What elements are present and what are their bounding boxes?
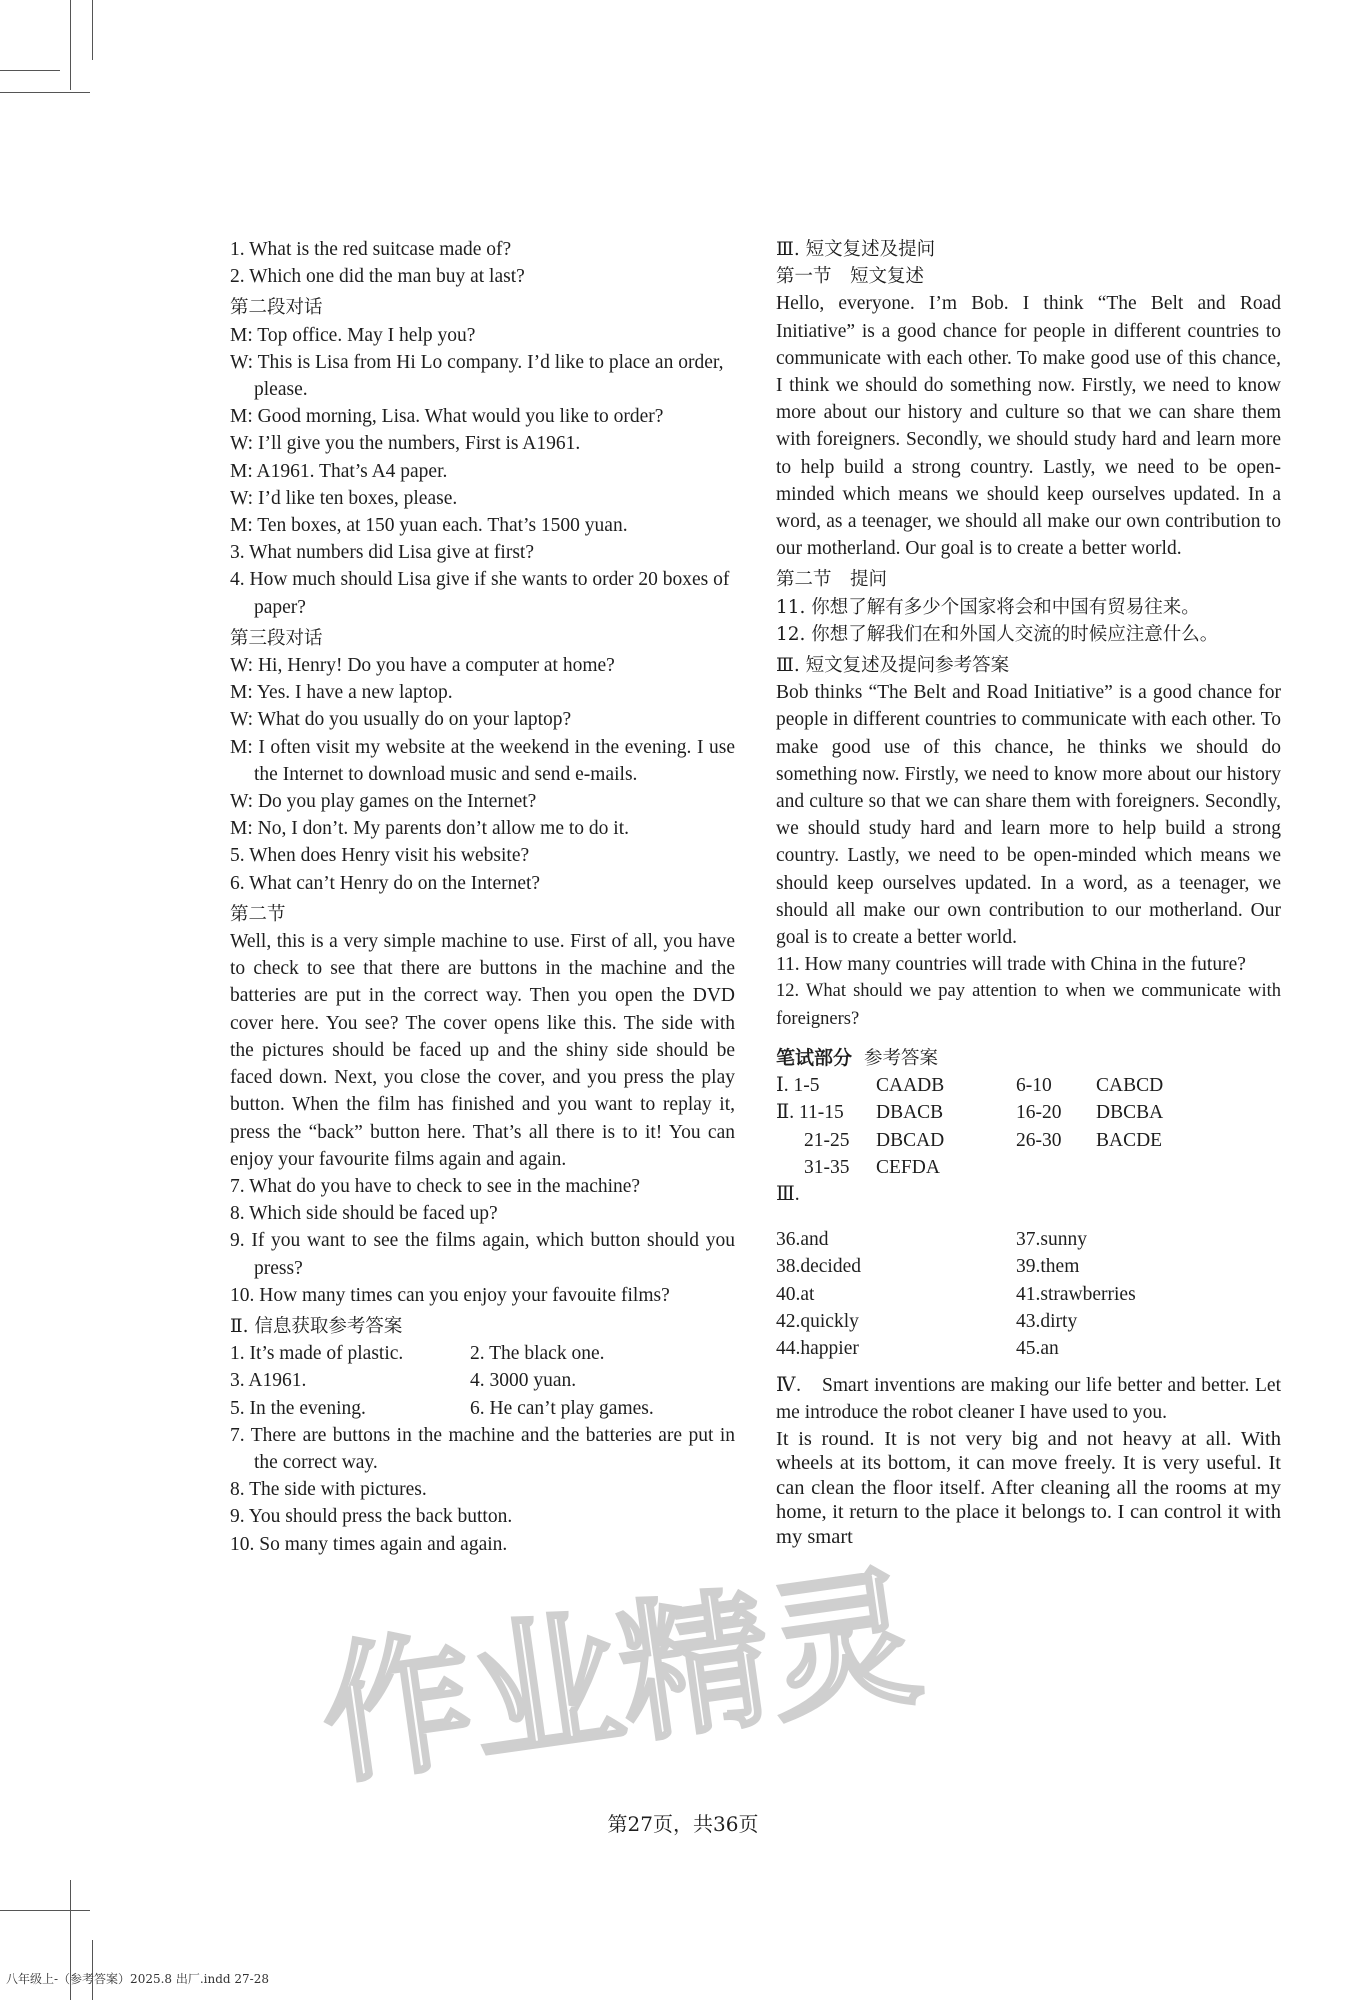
answer-item: 7. There are buttons in the machine and the batteries are put in the correct way. <box>230 1424 735 1473</box>
answer-item: 5. In the evening. <box>230 1397 366 1419</box>
fill-in-answers <box>776 1226 1281 1362</box>
crop-mark-top-horizontal-2 <box>0 92 90 93</box>
mc-answers: BACDE <box>1096 1129 1163 1151</box>
question-line: 6. What can’t Henry do on the Internet? <box>230 872 541 894</box>
mc-range: 16-20 <box>1016 1102 1062 1124</box>
mc-answers <box>1096 1154 1246 1181</box>
dialog-line: M: Yes. I have a new laptop. <box>230 682 453 704</box>
dialog2-title: 第二段对话 <box>230 297 323 319</box>
question-line: 11. How many countries will trade with China in the future? <box>776 954 1246 976</box>
fill-answer: 39.them <box>1016 1256 1080 1278</box>
question-line: 8. Which side should be faced up? <box>230 1203 498 1225</box>
mc-row <box>776 1154 1281 1181</box>
mc-answers: DBACB <box>876 1102 944 1124</box>
watermark-logo <box>311 1550 931 1807</box>
part4-paragraph1: Ⅳ. Smart inventions are making our life better and better. Let me introduce the robot cleaner I have used to you. <box>776 1375 1281 1424</box>
mc-answers: DBCBA <box>1096 1102 1164 1124</box>
answer-item: 4. 3000 yuan. <box>470 1370 577 1392</box>
question-line: 12. What should we pay attention to when we communicate with foreigners? <box>776 981 1281 1029</box>
part2-title: Ⅱ. 信息获取参考答案 <box>230 1315 403 1337</box>
mc-range: 26-30 <box>1016 1129 1062 1151</box>
answer-item: 10. So many times again and again. <box>230 1533 508 1555</box>
watermark-text: 作业精灵 <box>311 1550 931 1807</box>
question-line: 5. When does Henry visit his website? <box>230 845 530 867</box>
fill-answer: 44.happier <box>776 1337 859 1359</box>
written-section-heading <box>776 1045 1281 1072</box>
mc-row <box>776 1127 1281 1154</box>
mc-range: Ⅰ. 1-5 <box>776 1075 820 1097</box>
dialog-line: M: Good morning, Lisa. What would you like to order? <box>230 406 664 428</box>
fill-answer: 38.decided <box>776 1256 862 1278</box>
multiple-choice-answers <box>776 1072 1281 1181</box>
mc-answers: DBCAD <box>876 1129 945 1151</box>
part4-paragraph2: It is round. It is not very big and not heavy at all. With wheels at its bottom, it can move freely. It is very useful. It can clean the floor itself. After cleaning all the rooms at my home, it return to the place it belongs to. I can control it with my smart <box>776 1427 1281 1548</box>
section2-questions <box>230 1173 735 1309</box>
dialog3-lines <box>230 652 735 897</box>
page-number: 第27页，共36页 <box>607 1812 759 1836</box>
written-title: 笔试部分 <box>776 1046 853 1069</box>
part3-answer-title: Ⅲ. 短文复述及提问参考答案 <box>776 655 1010 677</box>
right-section2-title: 第二节 提问 <box>776 569 888 591</box>
answer-item: 3. A1961. <box>230 1370 307 1392</box>
question-line: 4. How much should Lisa give if she wants to order 20 boxes of paper? <box>230 569 730 618</box>
crop-mark-bottom-horizontal <box>0 1910 90 1911</box>
question-line: 10. How many times can you enjoy your favouite films? <box>230 1284 670 1306</box>
left-column <box>230 236 735 1558</box>
mc-range <box>1016 1154 1096 1181</box>
section1-paragraph: Hello, everyone. I’m Bob. I think “The Belt and Road Initiative” is a good chance for people in different countries to communicate with each other. To make good use of this chance, I think we should do something now. Firstly, we need to know more about our history and culture so that we can share them with foreigners. Secondly, we should study hard and learn more to help build a strong country. Lastly, we need to be open-minded which means we should keep ourselves updated. In a word, as a teenager, we should all make our own contribution to our motherland. Our goal is to create a better world. <box>776 293 1281 560</box>
prompt-line: 12. 你想了解我们在和外国人交流的时候应注意什么。 <box>776 623 1219 645</box>
written-subtitle: 参考答案 <box>864 1047 939 1069</box>
mc-range: Ⅱ. 11-15 <box>776 1102 844 1124</box>
dialog-line: W: Do you play games on the Internet? <box>230 791 537 813</box>
dialog-line: W: This is Lisa from Hi Lo company. I’d like to place an order, please. <box>230 351 724 401</box>
answer-item: 2. The black one. <box>470 1343 605 1365</box>
dialog2-lines <box>230 322 735 621</box>
crop-mark-top-horizontal <box>0 70 60 71</box>
answer-item: 8. The side with pictures. <box>230 1479 427 1501</box>
question-line: 1. What is the red suitcase made of? <box>230 239 512 260</box>
part3-answer-paragraph: Bob thinks “The Belt and Road Initiative” is a good chance for people in different countries to communicate with each other. To make good use of this chance, he thinks we should do something now. Firstly, we need to know more about our history and culture so that we can share them with foreigners. Secondly, we should study hard and learn more to help build a strong country. Lastly, we need to be open-minded which means we should keep ourselves updated. In a word, as a teenager, we should all make our own contribution to our motherland. Our goal is to create a better world. <box>776 682 1281 949</box>
dialog-line: M: I often visit my website at the weekend in the evening. I use the Internet to download music and send e-mails. <box>230 736 735 785</box>
dialog-line: M: Ten boxes, at 150 yuan each. That’s 1500 yuan. <box>230 515 628 537</box>
dialog-line: M: No, I don’t. My parents don’t allow me to do it. <box>230 818 629 840</box>
fill-answer: 37.sunny <box>1016 1229 1087 1251</box>
mc-range: 21-25 <box>804 1129 850 1151</box>
mc-answers: CABCD <box>1096 1075 1164 1097</box>
dialog-line: W: I’d like ten boxes, please. <box>230 487 458 509</box>
dialog-line: W: Hi, Henry! Do you have a computer at home? <box>230 655 615 677</box>
dialog-line: W: What do you usually do on your laptop? <box>230 709 572 731</box>
answer-item: 9. You should press the back button. <box>230 1506 513 1528</box>
answer-item: 6. He can’t play games. <box>470 1397 654 1419</box>
right-section2-lines <box>776 594 1281 648</box>
mc-range: 6-10 <box>1016 1075 1052 1097</box>
section2-title: 第二节 <box>230 903 286 925</box>
mc-answers: CEFDA <box>876 1156 940 1178</box>
dialog-line: M: Top office. May I help you? <box>230 324 476 346</box>
fill-answer: 42.quickly <box>776 1310 859 1332</box>
crop-mark-top-vertical-2 <box>70 0 71 90</box>
crop-mark-top-vertical <box>92 0 93 60</box>
part3-title: Ⅲ. 短文复述及提问 <box>776 239 936 260</box>
dialog-line: W: I’ll give you the numbers, First is A1961. <box>230 433 581 455</box>
mc-answers: CAADB <box>876 1075 945 1097</box>
mc-row <box>776 1099 1281 1126</box>
fill-answer: 41.strawberries <box>1016 1283 1136 1305</box>
fill-answer: 36.and <box>776 1229 829 1251</box>
part3-answer-questions <box>776 951 1281 1033</box>
question-line: 7. What do you have to check to see in the machine? <box>230 1175 641 1197</box>
answer-item: 1. It’s made of plastic. <box>230 1343 404 1365</box>
fill-answer: 45.an <box>1016 1337 1059 1359</box>
print-slug: 八年级上-（参考答案）2025.8 出厂.indd 27-28 <box>6 1972 270 1986</box>
right-column <box>776 236 1281 1550</box>
part2-answers-grid <box>230 1340 735 1422</box>
fill-answer: 43.dirty <box>1016 1310 1078 1332</box>
dialog-line: M: A1961. That’s A4 paper. <box>230 460 448 482</box>
part3-label: Ⅲ. <box>776 1183 800 1205</box>
mc-range: 31-35 <box>804 1156 850 1178</box>
section2-paragraph: Well, this is a very simple machine to use. First of all, you have to check to see that there are buttons in the machine and the batteries are put in the correct way. Then you open the DVD cover here. You see? The cover opens like this. The side with the pictures should be faced up and the shiny side should be faced down. Next, you close the cover, and you press the play button. When the film has finished and you want to replay it, press the “back” button here. That’s all there is to it! You can enjoy your favourite films again and again. <box>230 931 735 1170</box>
prompt-line: 11. 你想了解有多少个国家将会和中国有贸易往来。 <box>776 596 1200 618</box>
question-line: 9. If you want to see the films again, which button should you press? <box>230 1230 735 1279</box>
listening-questions-1 <box>230 236 735 290</box>
mc-row <box>776 1072 1281 1099</box>
dialog3-title: 第三段对话 <box>230 627 323 649</box>
fill-answer: 40.at <box>776 1283 815 1305</box>
section1-title: 第一节 短文复述 <box>776 266 925 288</box>
part2-answers-lines <box>230 1422 735 1558</box>
question-line: 3. What numbers did Lisa give at first? <box>230 542 534 564</box>
question-line: 2. Which one did the man buy at last? <box>230 266 525 288</box>
